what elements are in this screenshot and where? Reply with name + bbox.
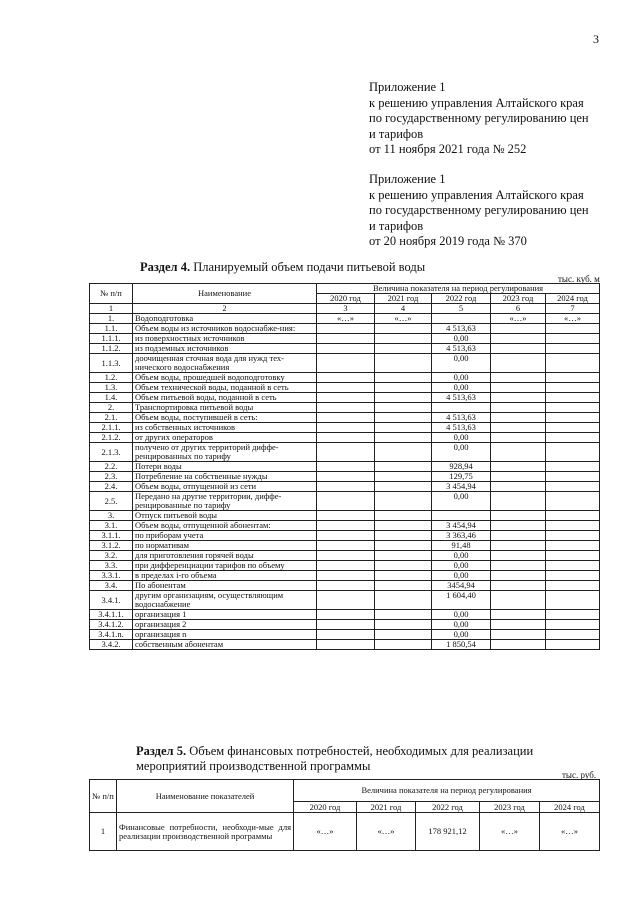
row-num: 3.1. bbox=[90, 521, 133, 531]
row-name: собственным абонентам bbox=[133, 640, 317, 650]
row-value bbox=[317, 413, 375, 423]
row-value bbox=[546, 373, 600, 383]
row-value bbox=[546, 541, 600, 551]
row-value bbox=[375, 472, 432, 482]
row-name: получено от других территорий диффе-ренцированных по тарифу bbox=[133, 443, 317, 462]
table-row bbox=[90, 393, 600, 403]
row-value bbox=[432, 403, 491, 413]
row-value bbox=[317, 561, 375, 571]
row-value bbox=[375, 571, 432, 581]
row-value bbox=[317, 640, 375, 650]
row-num: 3.3.1. bbox=[90, 571, 133, 581]
header-year: 2020 год bbox=[317, 294, 375, 304]
col-number: 5 bbox=[432, 304, 491, 314]
row-num: 1 bbox=[90, 813, 117, 851]
table-row bbox=[90, 591, 600, 610]
header-year: 2024 год bbox=[546, 294, 600, 304]
row-value bbox=[317, 334, 375, 344]
appendix-block-1 bbox=[369, 80, 589, 158]
table-row bbox=[90, 630, 600, 640]
row-value: 4 513,63 bbox=[432, 393, 491, 403]
row-value bbox=[491, 472, 546, 482]
appendix-line: Приложение 1 bbox=[369, 172, 446, 186]
row-name: организация 1 bbox=[133, 610, 317, 620]
row-value: 0,00 bbox=[432, 354, 491, 373]
row-value bbox=[546, 462, 600, 472]
row-name: из подземных источников bbox=[133, 344, 317, 354]
row-name: по нормативам bbox=[133, 541, 317, 551]
row-value bbox=[317, 393, 375, 403]
row-value bbox=[375, 344, 432, 354]
row-num: 1.1.1. bbox=[90, 334, 133, 344]
row-value bbox=[546, 551, 600, 561]
row-value bbox=[375, 354, 432, 373]
table-row bbox=[90, 511, 600, 521]
row-value bbox=[317, 531, 375, 541]
row-value bbox=[317, 511, 375, 521]
row-value bbox=[491, 571, 546, 581]
col-number: 7 bbox=[546, 304, 600, 314]
header-num: № п/п bbox=[90, 284, 133, 304]
row-num: 1.1.2. bbox=[90, 344, 133, 354]
row-name: другим организациям, осуществляющим водоснабжение bbox=[133, 591, 317, 610]
table-row bbox=[90, 620, 600, 630]
row-name: Передано на другие территории, диффе-ренцированные по тарифу bbox=[133, 492, 317, 511]
header-year: 2022 год bbox=[416, 802, 480, 813]
row-name: Объем воды, отпущенной из сети bbox=[133, 482, 317, 492]
row-value bbox=[546, 443, 600, 462]
header-year: 2021 год bbox=[357, 802, 416, 813]
row-value bbox=[546, 521, 600, 531]
appendix-block-2 bbox=[369, 172, 589, 250]
row-name: Транспортировка питьевой воды bbox=[133, 403, 317, 413]
row-value: 3 454,94 bbox=[432, 482, 491, 492]
row-num: 1.2. bbox=[90, 373, 133, 383]
row-value bbox=[375, 334, 432, 344]
row-name: при дифференциации тарифов по объему bbox=[133, 561, 317, 571]
header-period: Величина показателя на период регулирования bbox=[317, 284, 600, 294]
row-value: 1 850,54 bbox=[432, 640, 491, 650]
row-value bbox=[491, 403, 546, 413]
row-value bbox=[375, 373, 432, 383]
appendix-line: к решению управления Алтайского края bbox=[369, 95, 584, 110]
row-num: 2. bbox=[90, 403, 133, 413]
row-value bbox=[317, 373, 375, 383]
row-value: 4 513,63 bbox=[432, 413, 491, 423]
row-value bbox=[317, 521, 375, 531]
row-value bbox=[546, 482, 600, 492]
row-value bbox=[375, 482, 432, 492]
row-value bbox=[491, 511, 546, 521]
row-value: 928,94 bbox=[432, 462, 491, 472]
row-value bbox=[546, 354, 600, 373]
row-name: из собственных источников bbox=[133, 423, 317, 433]
row-name: в пределах i-го объема bbox=[133, 571, 317, 581]
row-value bbox=[317, 443, 375, 462]
row-value bbox=[375, 620, 432, 630]
row-value bbox=[317, 482, 375, 492]
row-value bbox=[491, 324, 546, 334]
col-number: 4 bbox=[375, 304, 432, 314]
row-value bbox=[546, 344, 600, 354]
row-num: 2.1.2. bbox=[90, 433, 133, 443]
table-row bbox=[90, 571, 600, 581]
row-num: 3. bbox=[90, 511, 133, 521]
row-name: от других операторов bbox=[133, 433, 317, 443]
row-value: 178 921,12 bbox=[416, 813, 480, 851]
section4-title bbox=[140, 260, 425, 275]
row-name: Объем воды из источников водоснабже-ния: bbox=[133, 324, 317, 334]
table-row bbox=[90, 482, 600, 492]
table-row bbox=[90, 640, 600, 650]
row-value: «…» bbox=[540, 813, 600, 851]
table-row bbox=[90, 813, 600, 851]
row-num: 2.5. bbox=[90, 492, 133, 511]
row-value bbox=[432, 511, 491, 521]
row-value: 0,00 bbox=[432, 373, 491, 383]
row-value: 0,00 bbox=[432, 443, 491, 462]
row-value bbox=[375, 383, 432, 393]
row-value bbox=[317, 610, 375, 620]
row-value: 0,00 bbox=[432, 433, 491, 443]
row-value bbox=[491, 581, 546, 591]
row-value bbox=[375, 591, 432, 610]
table-row bbox=[90, 521, 600, 531]
header-name: Наименование показателей bbox=[117, 780, 294, 813]
row-num: 1. bbox=[90, 314, 133, 324]
row-value bbox=[317, 472, 375, 482]
row-value bbox=[317, 423, 375, 433]
row-value bbox=[491, 393, 546, 403]
table-row bbox=[90, 334, 600, 344]
table-row bbox=[90, 581, 600, 591]
row-value: 1 604,40 bbox=[432, 591, 491, 610]
row-num: 2.1.3. bbox=[90, 443, 133, 462]
row-name: Объем воды, поступившей в сеть: bbox=[133, 413, 317, 423]
appendix-line: от 11 ноября 2021 года № 252 bbox=[369, 142, 527, 156]
row-value: 3 454,94 bbox=[432, 521, 491, 531]
row-name: По абонентам bbox=[133, 581, 317, 591]
row-value: «…» bbox=[357, 813, 416, 851]
appendix-line: по государственному регулированию цен bbox=[369, 203, 589, 217]
row-value bbox=[491, 373, 546, 383]
row-name: Финансовые потребности, необходи-мые для реализации производственной программы bbox=[117, 813, 294, 851]
row-num: 2.4. bbox=[90, 482, 133, 492]
table-row bbox=[90, 531, 600, 541]
row-name: организация 2 bbox=[133, 620, 317, 630]
row-value bbox=[546, 334, 600, 344]
row-value bbox=[546, 403, 600, 413]
header-year: 2023 год bbox=[491, 294, 546, 304]
col-number: 1 bbox=[90, 304, 133, 314]
row-value bbox=[546, 511, 600, 521]
row-value bbox=[491, 354, 546, 373]
row-num: 3.1.2. bbox=[90, 541, 133, 551]
row-value bbox=[491, 630, 546, 640]
table-row bbox=[90, 551, 600, 561]
row-value bbox=[317, 620, 375, 630]
row-value: 0,00 bbox=[432, 630, 491, 640]
row-value bbox=[546, 591, 600, 610]
page-number: 3 bbox=[593, 32, 599, 46]
row-value bbox=[317, 492, 375, 511]
row-value: «…» bbox=[375, 314, 432, 324]
section4-units: тыс. куб. м bbox=[558, 274, 600, 284]
table-row bbox=[90, 492, 600, 511]
row-value: «…» bbox=[480, 813, 540, 851]
header-period: Величина показателя на период регулирования bbox=[294, 780, 600, 802]
section5-title bbox=[136, 744, 606, 774]
row-num: 1.1. bbox=[90, 324, 133, 334]
section5-table bbox=[89, 779, 600, 851]
row-value bbox=[375, 511, 432, 521]
section4-title-bold: Раздел 4. bbox=[140, 260, 191, 274]
row-value bbox=[375, 443, 432, 462]
row-value: «…» bbox=[317, 314, 375, 324]
row-value bbox=[317, 324, 375, 334]
table-row bbox=[90, 314, 600, 324]
row-value bbox=[317, 630, 375, 640]
row-value bbox=[317, 462, 375, 472]
row-value bbox=[375, 581, 432, 591]
row-value: 0,00 bbox=[432, 383, 491, 393]
row-num: 1.4. bbox=[90, 393, 133, 403]
section4-title-text: Планируемый объем подачи питьевой воды bbox=[190, 260, 426, 274]
appendix-line: и тарифов bbox=[369, 218, 424, 233]
row-name: Объем воды, прошедшей водоподготовку bbox=[133, 373, 317, 383]
row-name: организация n bbox=[133, 630, 317, 640]
row-name: доочищенная сточная вода для нужд тех-нического водоснабжения bbox=[133, 354, 317, 373]
row-value bbox=[375, 521, 432, 531]
table-row bbox=[90, 403, 600, 413]
header-year: 2022 год bbox=[432, 294, 491, 304]
row-value bbox=[491, 541, 546, 551]
row-num: 2.3. bbox=[90, 472, 133, 482]
section5-title-bold: Раздел 5. bbox=[136, 744, 187, 758]
row-value bbox=[375, 531, 432, 541]
row-value bbox=[491, 620, 546, 630]
row-name: Отпуск питьевой воды bbox=[133, 511, 317, 521]
appendix-line: от 20 ноября 2019 года № 370 bbox=[369, 234, 527, 248]
col-number: 2 bbox=[133, 304, 317, 314]
row-name: из поверхностных источников bbox=[133, 334, 317, 344]
row-value bbox=[491, 561, 546, 571]
table-row bbox=[90, 344, 600, 354]
col-number: 6 bbox=[491, 304, 546, 314]
row-value bbox=[546, 383, 600, 393]
table-row bbox=[90, 413, 600, 423]
row-num: 3.4.1.n. bbox=[90, 630, 133, 640]
row-name: Водоподготовка bbox=[133, 314, 317, 324]
table-row bbox=[90, 383, 600, 393]
row-value: «…» bbox=[294, 813, 357, 851]
row-name: Объем воды, отпущенной абонентам: bbox=[133, 521, 317, 531]
row-value: 0,00 bbox=[432, 551, 491, 561]
header-year: 2021 год bbox=[375, 294, 432, 304]
row-value bbox=[491, 640, 546, 650]
row-name: Объем технической воды, поданной в сеть bbox=[133, 383, 317, 393]
row-value bbox=[317, 591, 375, 610]
row-value bbox=[317, 571, 375, 581]
section5-title-text: Объем финансовых потребностей, необходимых для реализации мероприятий производственной программы bbox=[136, 744, 534, 773]
table-row bbox=[90, 324, 600, 334]
row-value bbox=[375, 423, 432, 433]
row-value bbox=[546, 640, 600, 650]
row-value bbox=[491, 413, 546, 423]
row-value: 4 513,63 bbox=[432, 344, 491, 354]
section4-table bbox=[89, 283, 600, 650]
row-num: 2.1. bbox=[90, 413, 133, 423]
appendix-line: и тарифов bbox=[369, 126, 424, 141]
header-num: № п/п bbox=[90, 780, 117, 813]
row-num: 2.2. bbox=[90, 462, 133, 472]
row-value: 0,00 bbox=[432, 571, 491, 581]
row-value bbox=[375, 561, 432, 571]
row-value bbox=[491, 423, 546, 433]
row-num: 3.4.1.2. bbox=[90, 620, 133, 630]
appendix-line: по государственному регулированию цен bbox=[369, 111, 589, 125]
row-value bbox=[491, 531, 546, 541]
row-value bbox=[546, 393, 600, 403]
table-row bbox=[90, 423, 600, 433]
row-value bbox=[491, 334, 546, 344]
row-value bbox=[546, 581, 600, 591]
row-value bbox=[491, 443, 546, 462]
row-value bbox=[375, 492, 432, 511]
row-value bbox=[375, 403, 432, 413]
row-value bbox=[491, 591, 546, 610]
row-value bbox=[317, 383, 375, 393]
row-value bbox=[375, 551, 432, 561]
row-value: 0,00 bbox=[432, 334, 491, 344]
row-value bbox=[317, 433, 375, 443]
table-row bbox=[90, 462, 600, 472]
row-value bbox=[317, 551, 375, 561]
row-value: 0,00 bbox=[432, 610, 491, 620]
row-value bbox=[491, 433, 546, 443]
row-value bbox=[375, 610, 432, 620]
row-value bbox=[491, 482, 546, 492]
row-value: 3454,94 bbox=[432, 581, 491, 591]
row-value: 0,00 bbox=[432, 561, 491, 571]
row-value bbox=[546, 324, 600, 334]
table-row bbox=[90, 472, 600, 482]
row-value bbox=[491, 383, 546, 393]
row-value bbox=[317, 403, 375, 413]
row-value bbox=[375, 630, 432, 640]
row-value bbox=[317, 541, 375, 551]
row-name: для приготовления горячей воды bbox=[133, 551, 317, 561]
table-row bbox=[90, 354, 600, 373]
row-value bbox=[491, 521, 546, 531]
row-value bbox=[375, 324, 432, 334]
row-value bbox=[491, 344, 546, 354]
header-name: Наименование bbox=[133, 284, 317, 304]
row-value: «…» bbox=[546, 314, 600, 324]
section5-units: тыс. руб. bbox=[562, 770, 597, 780]
row-value bbox=[375, 393, 432, 403]
row-value bbox=[491, 610, 546, 620]
row-value bbox=[432, 314, 491, 324]
row-num: 3.4.1.1. bbox=[90, 610, 133, 620]
row-value bbox=[375, 462, 432, 472]
row-value bbox=[546, 433, 600, 443]
row-name: Потери воды bbox=[133, 462, 317, 472]
row-value bbox=[491, 492, 546, 511]
row-num: 3.4. bbox=[90, 581, 133, 591]
row-value: 0,00 bbox=[432, 492, 491, 511]
row-num: 3.4.1. bbox=[90, 591, 133, 610]
row-num: 2.1.1. bbox=[90, 423, 133, 433]
row-value bbox=[546, 531, 600, 541]
appendix-line: к решению управления Алтайского края bbox=[369, 187, 584, 202]
row-value: 0,00 bbox=[432, 620, 491, 630]
row-value bbox=[546, 610, 600, 620]
table-row bbox=[90, 561, 600, 571]
table-row bbox=[90, 610, 600, 620]
row-value bbox=[546, 620, 600, 630]
row-value: «…» bbox=[491, 314, 546, 324]
table-row bbox=[90, 373, 600, 383]
row-value: 4 513,63 bbox=[432, 324, 491, 334]
row-name: Потребление на собственные нужды bbox=[133, 472, 317, 482]
row-value bbox=[546, 423, 600, 433]
row-num: 3.1.1. bbox=[90, 531, 133, 541]
row-value bbox=[546, 472, 600, 482]
row-value: 4 513,63 bbox=[432, 423, 491, 433]
row-num: 1.1.3. bbox=[90, 354, 133, 373]
row-value bbox=[317, 354, 375, 373]
col-number: 3 bbox=[317, 304, 375, 314]
row-value: 3 363,46 bbox=[432, 531, 491, 541]
row-num: 3.2. bbox=[90, 551, 133, 561]
appendix-line: Приложение 1 bbox=[369, 80, 446, 94]
row-name: Объем питьевой воды, поданной в сеть bbox=[133, 393, 317, 403]
row-value bbox=[546, 492, 600, 511]
row-value bbox=[491, 551, 546, 561]
row-name: по приборам учета bbox=[133, 531, 317, 541]
header-year: 2020 год bbox=[294, 802, 357, 813]
row-value bbox=[375, 433, 432, 443]
row-value: 91,48 bbox=[432, 541, 491, 551]
row-value bbox=[375, 640, 432, 650]
row-num: 3.3. bbox=[90, 561, 133, 571]
row-value bbox=[375, 541, 432, 551]
row-value bbox=[546, 571, 600, 581]
row-value bbox=[375, 413, 432, 423]
row-value bbox=[546, 561, 600, 571]
row-num: 3.4.2. bbox=[90, 640, 133, 650]
row-value bbox=[317, 581, 375, 591]
row-value bbox=[546, 413, 600, 423]
row-value bbox=[317, 344, 375, 354]
header-year: 2024 год bbox=[540, 802, 600, 813]
header-year: 2023 год bbox=[480, 802, 540, 813]
table-row bbox=[90, 433, 600, 443]
row-value bbox=[491, 462, 546, 472]
row-value: 129,75 bbox=[432, 472, 491, 482]
row-value bbox=[546, 630, 600, 640]
row-num: 1.3. bbox=[90, 383, 133, 393]
table-row bbox=[90, 443, 600, 462]
table-row bbox=[90, 541, 600, 551]
